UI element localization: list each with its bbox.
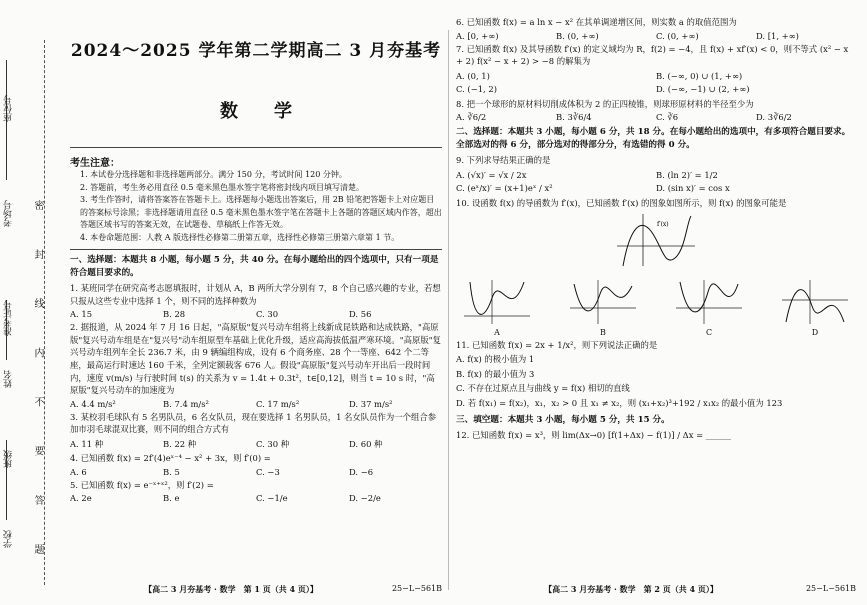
option: B. 5 [163, 466, 180, 477]
option: C. −3 [256, 466, 280, 477]
seal-line-text: 密 封 线 内 不 要 答 题 [32, 200, 43, 573]
question-7: 7. 已知函数 f(x) 及其导函数 f′(x) 的定义域均为 R，f(2) = −4，且 f(x) + xf′(x) < 0，则不等式 (x² − x + 2) f(x² − x + 2) > −8 的解集为 [456, 43, 849, 67]
option: B. (0, +∞) [556, 30, 599, 41]
page-2-column [456, 14, 856, 599]
option: B. 3∛6/4 [556, 112, 592, 123]
question-2-options [70, 399, 442, 409]
column-divider [448, 30, 449, 590]
option: A. 6 [70, 466, 87, 477]
question-1: 1. 某班同学在研究高考志愿填报时，计划从 A，B 两所大学分别有 7，8 个自己感兴趣的专业，若想只报从这些专业中选择 1 个，则不同的选择种数为 [70, 283, 441, 306]
footer-page-label: 【高二 3 月夯基考 · 数学 第 2 页（共 4 页）】 [544, 584, 718, 594]
notice-item: 3. 考生作答时，请将答案答在答题卡上。选择题每小题选出答案后，用 2B 铅笔把答题卡上对应题目的答案标号涂黑；非选择题请用直径 0.5 毫米黑色墨水签字笔在答题卡上各题的答题区域内作答，超出答题区域书写的答案无效，在试题卷、草稿纸上作答无效。 [80, 195, 442, 229]
option: D. 60 种 [349, 438, 383, 449]
option: D. [1, +∞) [756, 30, 799, 41]
question-5-options [70, 493, 442, 503]
question-11: 11. 已知函数 f(x) = 2x + 1/x²，则下列说法正确的是 [456, 339, 658, 350]
option: C. (0, +∞) [656, 30, 699, 41]
question-6-options [456, 31, 856, 41]
notice-item: 4. 本卷命题范围：人教 A 版选择性必修第二册第五章，选择性必修第三册第六章第 1 节。 [80, 232, 400, 242]
option: C. 30 种 [256, 438, 290, 449]
bind-field-school: 学校 [4, 530, 14, 548]
option: A. 15 [70, 309, 93, 320]
question-11-option: D. 若 f(x₁) = f(x₂)，x₁，x₂ > 0 且 x₁ ≠ x₂，则 (x₁+x₂)³+192 / x₁x₂ 的最小值为 123 [456, 397, 783, 408]
option: C. 17 m/s² [256, 398, 300, 409]
question-11-option: A. f(x) 的极小值为 1 [456, 354, 535, 365]
graph-option-b [568, 278, 638, 337]
question-2: 2. 据报道，从 2024 年 7 月 16 日起，"高原版"复兴号动车组将上线新成昆铁路和达成铁路，"高原版"复兴号动车组是在"复兴号"动车组原型车基础上优化升级，适应高海拔低温严寒环境。"高原版"复兴号动车组列车全长 236.7 米，由 9 辆编组构成，设有 6 个商务座、28 个一等座、642 个二等座，最高运行时速达 160 千米，全列定额载客 676 人。假设"高原版"复兴号动车开出后一段时间内，速度 v(m/s) 与行驶时间 t(s) 的关系为 v = 1.4t + 0.3t²，t∈[0,12]，则当 t = 10 s 时，"高原版"复兴号动车的加速度为 [70, 322, 442, 396]
subject-title: 数学 [220, 101, 328, 122]
notice-item: 1. 本试卷分选择题和非选择题两部分。满分 150 分，考试时间 120 分钟。 [80, 170, 347, 179]
answer-graphs [456, 278, 856, 337]
graph-option-c [674, 278, 744, 337]
option: C. 30 [256, 309, 279, 320]
question-7-options [456, 70, 856, 96]
option: B. 28 [163, 309, 186, 320]
option: C. −1/e [256, 493, 288, 504]
question-3: 3. 某校羽毛球队有 5 名男队员，6 名女队员，现在要选择 1 名男队员，1 名女队员作为一个组合参加市羽毛球混双比赛，则不同的组合方式有 [70, 411, 437, 435]
title-divider [70, 147, 442, 148]
section-heading: 一、选择题：本题共 8 小题，每小题 5 分，共 40 分。在每小题给出的四个选项中，只有一项是符合题目要求的。 [70, 249, 442, 280]
derivative-graph [456, 212, 856, 274]
graph-label: C [705, 327, 713, 337]
bind-field-seat: 座位号 [4, 95, 14, 122]
option: D. −2/e [349, 493, 381, 504]
page-footer [456, 584, 856, 595]
question-11-option: B. f(x) 的最小值为 3 [456, 368, 535, 379]
question-5: 5. 已知函数 f(x) = e⁻ˣ⁺ˣ²，则 f′(2) = [70, 479, 214, 490]
option: B. (ln 2)′ = 1/2 [656, 169, 718, 180]
option: A. (√x)′ = √x / 2x [456, 169, 527, 180]
question-9: 9. 下列求导结果正确的是 [456, 155, 551, 166]
option: B. 22 种 [163, 438, 197, 449]
question-10: 10. 设函数 f(x) 的导函数为 f′(x)，已知函数 f′(x) 的图象如图所示，则 f(x) 的图象可能是 [456, 197, 787, 208]
footer-page-label: 【高二 3 月夯基考 · 数学 第 1 页（共 4 页）】 [144, 584, 318, 594]
option: B. (−∞, 0) ∪ (1, +∞) [656, 70, 743, 81]
option: D. 37 m/s² [349, 398, 393, 409]
page-1-column [70, 14, 442, 599]
seal-dashed-line [44, 40, 45, 585]
question-8-options [456, 112, 856, 122]
notice-heading: 考生注意： [70, 158, 120, 169]
option: D. 56 [349, 309, 372, 320]
section-heading: 三、填空题：本题共 3 小题，每小题 5 分，共 15 分。 [456, 414, 670, 425]
option: A. 4.4 m/s² [70, 398, 116, 409]
exam-title: 2024～2025 学年第二学期高二 3 月夯基考 [70, 41, 442, 61]
option: A. 2e [70, 493, 92, 504]
graph-label: B [600, 327, 606, 337]
graph-option-a [462, 278, 532, 337]
bind-field-name: 姓名 [4, 370, 14, 388]
graph-label: D [811, 327, 819, 337]
option: D. (−∞, −1) ∪ (2, +∞) [656, 83, 750, 94]
bind-field-class: 班级 [4, 450, 14, 468]
graph-label: A [494, 327, 500, 337]
option: A. (0, 1) [456, 70, 490, 81]
option: D. −6 [349, 466, 374, 477]
option: D. (sin x)′ = cos x [656, 182, 730, 193]
option: A. ∛6/2 [456, 112, 487, 123]
section-heading: 二、选择题：本题共 3 小题，每小题 6 分，共 18 分。在每小题给出的选项中，有多项符合题目要求。全部选对的得 6 分，部分选对的得部分分，有选错的得 0 分。 [456, 127, 851, 151]
binding-strip [0, 0, 58, 605]
option: A. [0, +∞) [456, 30, 499, 41]
question-6: 6. 已知函数 f(x) = a ln x − x² 在其单调递增区间，则实数 a 的取值范围为 [456, 17, 737, 27]
graph-caption: f′(x) [657, 220, 669, 228]
question-4-options [70, 467, 442, 477]
footer-code: 25−L−561B [391, 584, 442, 593]
option: A. 11 种 [70, 438, 104, 449]
bind-field-exam-id: 准考证号 [4, 300, 14, 336]
question-11-option: C. 不存在过原点且与曲线 y = f(x) 相切的直线 [456, 383, 630, 394]
option: B. 7.4 m/s² [163, 398, 209, 409]
option: C. (−1, 2) [456, 83, 497, 94]
footer-code: 25−L−561B [805, 584, 856, 593]
option: D. 3∛6/2 [756, 112, 792, 123]
question-1-options [70, 309, 442, 319]
graph-option-d [780, 278, 850, 337]
notice-item: 2. 答题前，考生务必用直径 0.5 毫米黑色墨水签字笔将密封线内项目填写清楚。 [80, 182, 364, 192]
question-9-options [456, 169, 856, 195]
question-3-options [70, 438, 442, 450]
question-4: 4. 已知函数 f(x) = 2f′(4)eˣ⁻⁴ − x² + 3x，则 f′(0) = [70, 452, 271, 463]
option: C. (eˣ/x)′ = (x+1)eˣ / x² [456, 182, 553, 193]
question-8: 8. 把一个球形的原材料切削成体积为 2 的正四棱锥，则球形原材料的半径至少为 [456, 98, 754, 109]
derivative-graph-svg [613, 212, 699, 270]
question-12: 12. 已知函数 f(x) = x³，则 lim(Δx→0) [f(1+Δx) − f(1)] / Δx = ______ [456, 429, 731, 440]
option: B. e [163, 493, 180, 504]
option: C. ∛6 [656, 112, 679, 123]
bind-field-room: 考场号 [4, 200, 14, 227]
page-footer [70, 584, 442, 595]
